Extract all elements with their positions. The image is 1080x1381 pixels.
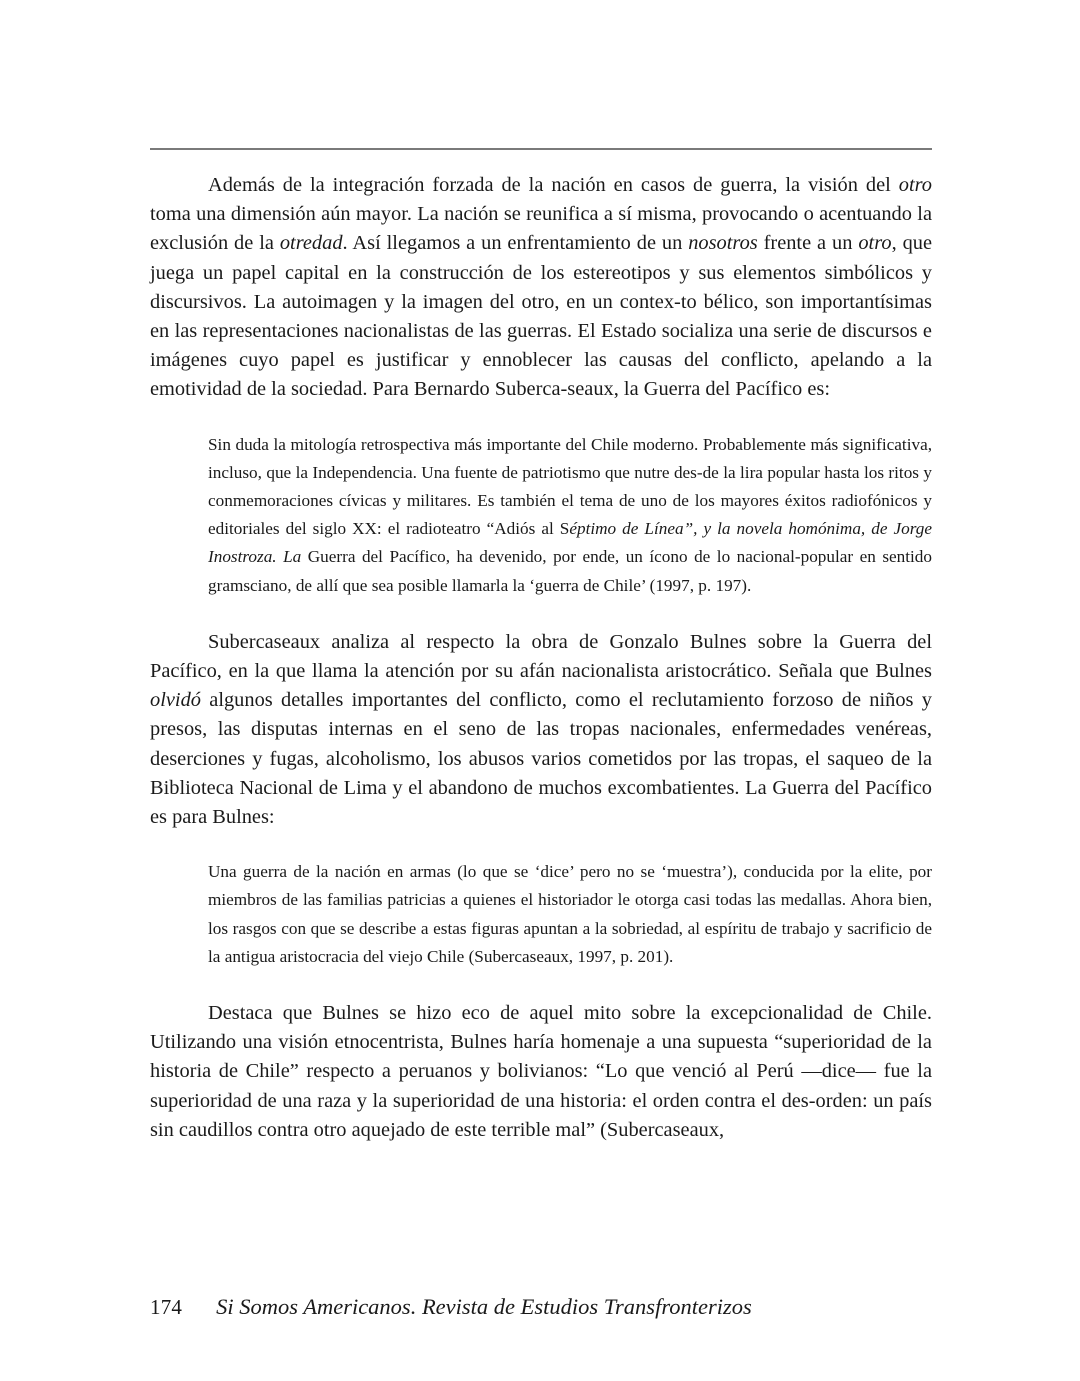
- running-title: Si Somos Americanos. Revista de Estudios Transfronterizos: [216, 1294, 752, 1319]
- paragraph-1-italic-1: otro: [898, 174, 932, 196]
- blockquote-1-text-2: Guerra del Pacífico, ha devenido, por ende, un ícono de lo nacional-popular en sentido gramsciano, de allí que sea posible llamarla la ‘guerra de Chile’ (1997, p. 197).: [208, 547, 932, 595]
- blockquote-1-italic-1: éptimo de Línea”, y la novela homónima, de Jorge Inostroza. La: [208, 519, 932, 567]
- blockquote-1: [150, 431, 932, 600]
- paragraph-1-text-5: , que juega un papel capital en la construcción de los estereotipos y sus elementos simbólicos y discursivos. La autoimagen y la imagen del otro, en un contex-to bélico, son importantísimas en las representaciones nacionalistas de las guerras. El Estado socializa una serie de discursos e imágenes cuyo papel es justificar y ennoblecer las causas del conflicto, apelando a la emotividad de la sociedad. Para Bernardo Suberca-seaux, la Guerra del Pacífico es:: [150, 232, 933, 401]
- paragraph-1-italic-3: nosotros: [688, 232, 758, 255]
- header-rule: [150, 148, 932, 150]
- page-footer: [150, 1296, 932, 1319]
- spacer: [150, 832, 932, 858]
- spacer: [150, 971, 932, 999]
- paragraph-1-text-4: frente a un: [757, 232, 859, 255]
- page-number: 174: [150, 1295, 183, 1319]
- spacer: [150, 405, 932, 431]
- paragraph-1-italic-2: otredad: [279, 232, 343, 255]
- paragraph-1-text-3: . Así llegamos a un enfrentamiento de un: [342, 232, 689, 255]
- paragraph-1-italic-4: otro: [858, 232, 892, 255]
- spacer: [150, 600, 932, 628]
- paragraph-3: Destaca que Bulnes se hizo eco de aquel mito sobre la excepcionalidad de Chile. Utilizando una visión etnocentrista, Bulnes haría homenaje a una supuesta “superioridad de la historia de Chile” respecto a peruanos y bolivianos: “Lo que venció al Perú —dice— fue la superioridad de una raza y la superioridad de una historia: el orden contra el des-orden: un país sin caudillos contra otro aquejado de este terrible mal” (Subercaseaux,: [150, 1002, 932, 1141]
- paragraph-2-italic-1: olvidó: [150, 689, 201, 712]
- paragraph-1-text-1: Además de la integración forzada de la nación en casos de guerra, la visión del: [208, 174, 899, 196]
- paragraph-1-text-2: toma una dimensión aún mayor. La nación se reunifica a sí misma, provocando o acentuando la exclusión de la: [150, 203, 932, 255]
- blockquote-1-text-1: Sin duda la mitología retrospectiva más importante del Chile moderno. Probablemente más significativa, incluso, que la Independencia. Una fuente de patriotismo que nutre des-de la lira popular hasta los ritos y conmemoraciones cívicas y militares. Es también el tema de uno de los mayores éxitos radiofónicos y editoriales del siglo XX: el radioteatro “Adiós al S: [208, 434, 932, 539]
- paragraph-2-text-1: Subercaseaux analiza al respecto la obra de Gonzalo Bulnes sobre la Guerra del Pacífico, en la que llama la atención por su afán nacionalista aristocrático. Señala que Bulnes: [150, 630, 932, 683]
- blockquote-2: Una guerra de la nación en armas (lo que se ‘dice’ pero no se ‘muestra’), conducida por la elite, por miembros de las familias patricias a quienes el historiador le otorga casi todas las medallas. Ahora bien, los rasgos con que se describe a estas figuras apuntan a la sobriedad, al espíritu de trabajo y sacrificio de la antigua aristocracia del viejo Chile (Subercaseaux, 1997, p. 201).: [208, 862, 932, 966]
- article-content: [150, 171, 932, 1145]
- paragraph-2-text-2: algunos detalles importantes del conflicto, como el reclutamiento forzoso de niños y presos, las disputas internas en el seno de las tropas nacionales, enfermedades venéreas, deserciones y fugas, alcoholismo, los abusos varios cometidos por las tropas, el saqueo de la Biblioteca Nacional de Lima y el abandono de muchos excombatientes. La Guerra del Pacífico es para Bulnes:: [150, 689, 932, 829]
- page-body: [150, 0, 932, 1381]
- paragraph-1: [150, 171, 932, 405]
- paragraph-2: [150, 628, 932, 832]
